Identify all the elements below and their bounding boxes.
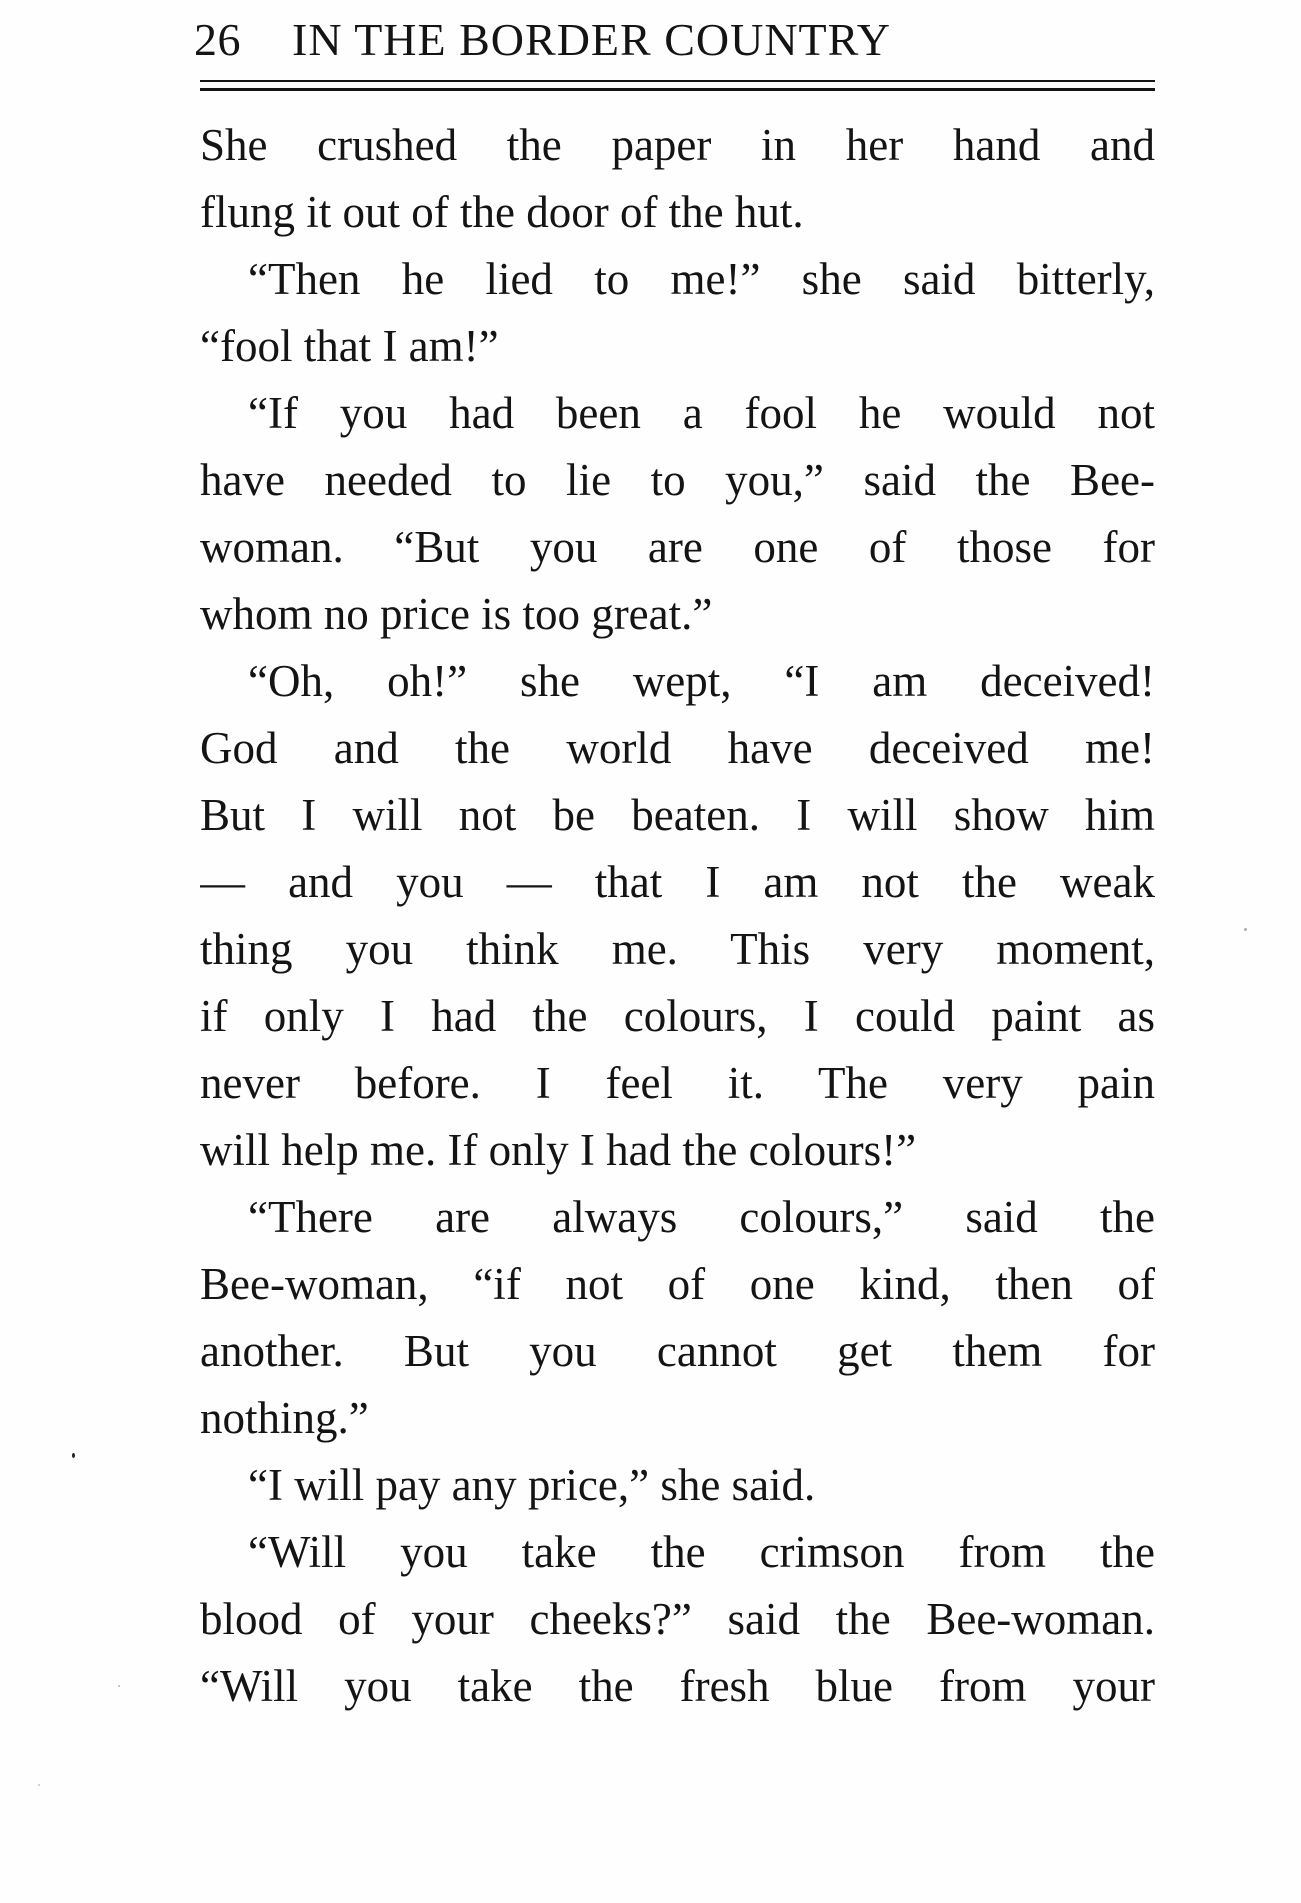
text-line: “If you had been a fool he would not: [248, 388, 1155, 438]
text-line: “fool that I am!”: [200, 321, 499, 371]
text-line: “Will you take the fresh blue from your: [200, 1661, 1155, 1711]
text-line: “There are always colours,” said the: [248, 1192, 1155, 1242]
text-line: if only I had the colours, I could paint as: [200, 991, 1155, 1041]
text-line: thing you think me. This very moment,: [200, 924, 1155, 974]
text-line: Bee-woman, “if not of one kind, then of: [200, 1259, 1155, 1309]
paper-speck: [118, 1685, 120, 1687]
text-line: have needed to lie to you,” said the Bee-: [200, 455, 1155, 505]
text-line: “I will pay any price,” she said.: [248, 1460, 816, 1510]
text-line: whom no price is too great.”: [200, 589, 713, 639]
paper-speck: [38, 1784, 40, 1786]
text-line: will help me. If only I had the colours!”: [200, 1125, 917, 1175]
page-number: 26: [194, 14, 241, 65]
header-rule-thin: [200, 80, 1155, 82]
paper-speck: [1244, 928, 1247, 931]
text-line: “Then he lied to me!” she said bitterly,: [248, 254, 1155, 304]
text-line: “Will you take the crimson from the: [248, 1527, 1155, 1577]
text-line: But I will not be beaten. I will show him: [200, 790, 1155, 840]
running-head: [194, 8, 1149, 72]
text-line: woman. “But you are one of those for: [200, 522, 1155, 572]
paper-speck: [72, 1453, 75, 1458]
text-line: “Oh, oh!” she wept, “I am deceived!: [248, 656, 1155, 706]
text-line: blood of your cheeks?” said the Bee-woman.: [200, 1594, 1155, 1644]
text-line: — and you — that I am not the weak: [200, 857, 1155, 907]
text-line: She crushed the paper in her hand and: [200, 120, 1155, 170]
header-rule-thick: [200, 88, 1155, 91]
text-line: flung it out of the door of the hut.: [200, 187, 804, 237]
text-line: nothing.”: [200, 1393, 369, 1443]
text-line: God and the world have deceived me!: [200, 723, 1155, 773]
running-title: IN THE BORDER COUNTRY: [292, 14, 892, 65]
body-text: [200, 112, 1155, 1720]
text-line: never before. I feel it. The very pain: [200, 1058, 1155, 1108]
text-line: another. But you cannot get them for: [200, 1326, 1155, 1376]
